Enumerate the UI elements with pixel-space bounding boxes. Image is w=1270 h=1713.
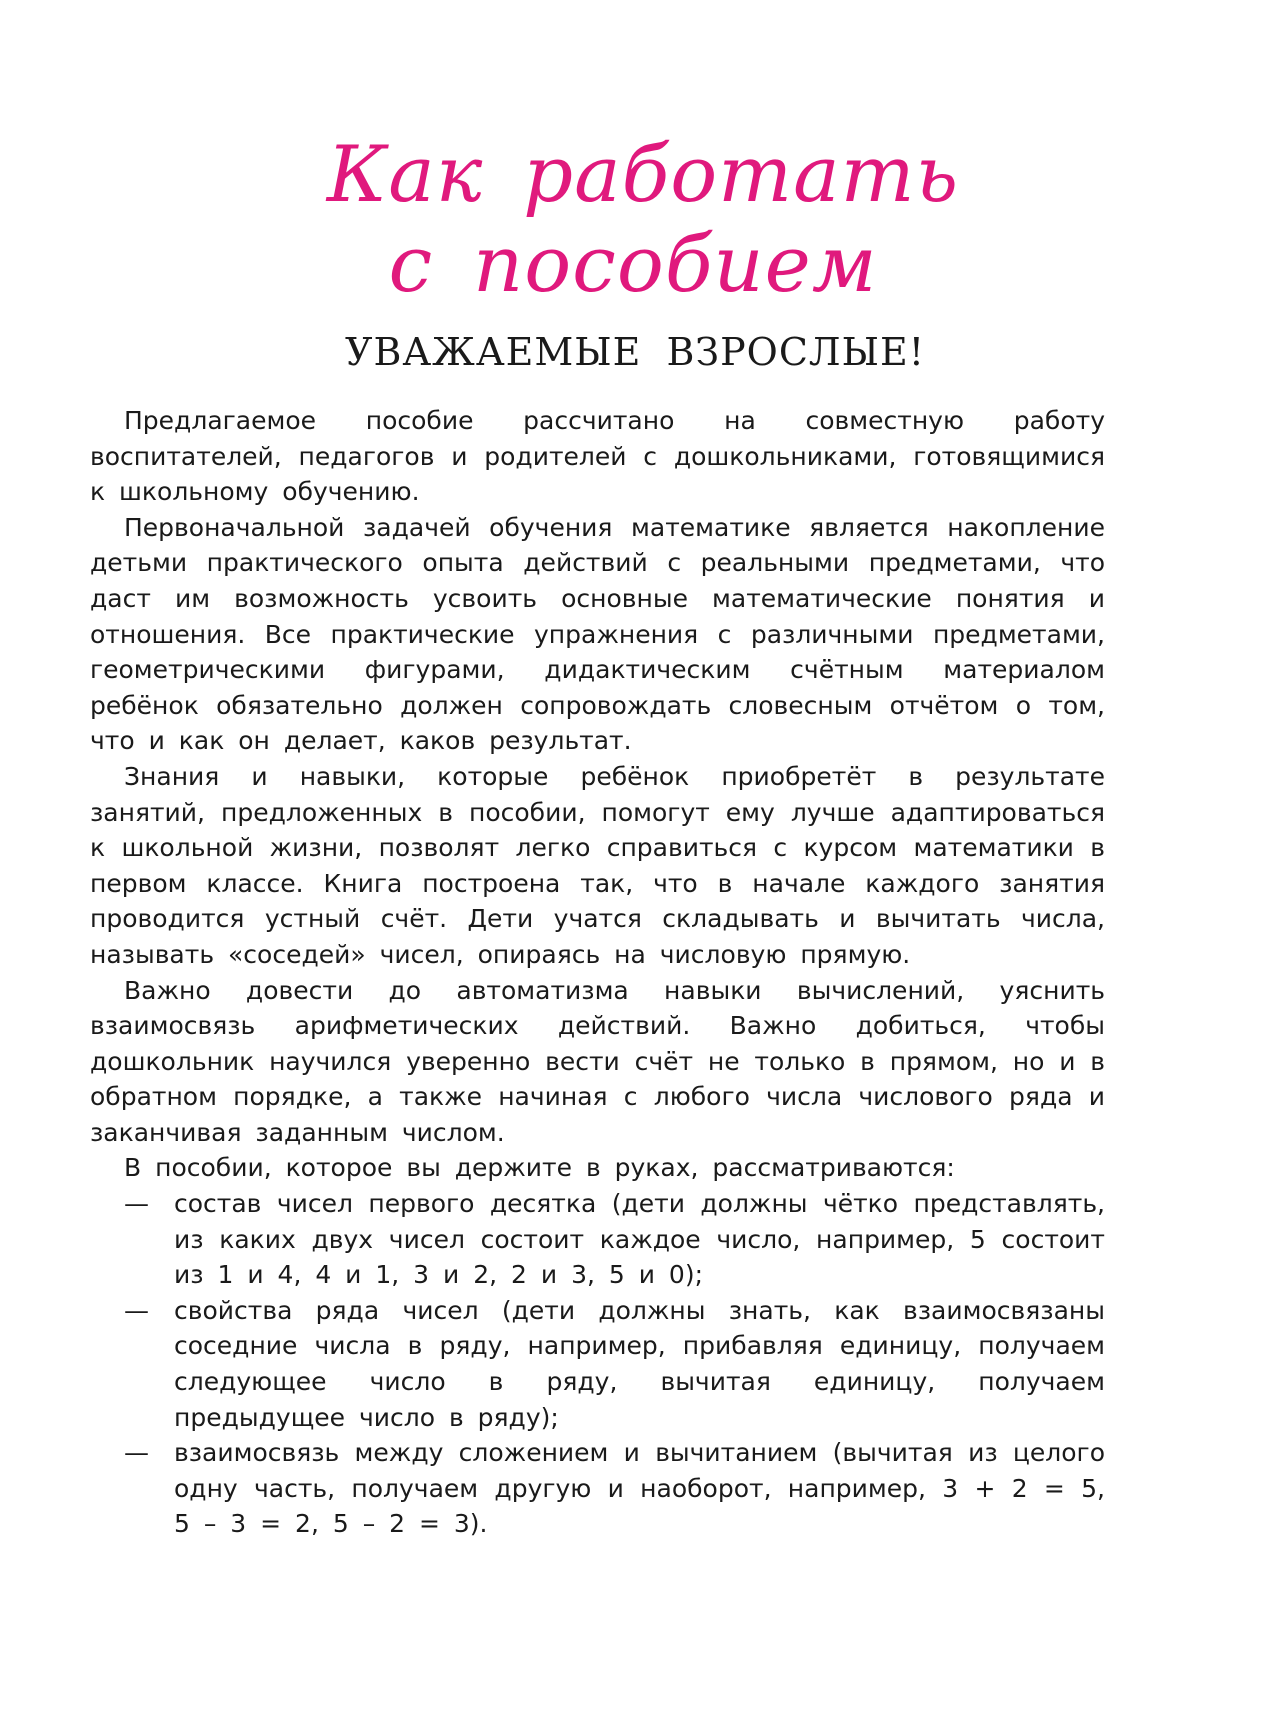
page-title-line-1: Как работать [326,130,960,220]
list-item [90,1186,1105,1293]
list-item-text: свойства ряда чисел (дети должны знать, как взаимосвязаны соседние числа в ряду, например, прибавляя единицу, получаем следующее число в ряду, вычитая единицу, получаем предыдущее число в ряду); [174,1295,1105,1432]
body-text [90,403,1105,1542]
dash-marker: — [124,1189,149,1219]
dash-marker: — [124,1295,149,1325]
topics-list [90,1186,1105,1542]
paragraph-4: Важно довести до автоматизма навыки вычислений, уяснить взаимосвязь арифметических действий. Важно добиться, чтобы дошкольник научился уверенно вести счёт не только в прямом, но и в обратном порядке, а также начиная с любого числа числового ряда и заканчивая заданным числом. [90,975,1105,1147]
list-item [90,1435,1105,1542]
paragraph-2: Первоначальной задачей обучения математике является накопление детьми практического опыта действий с реальными предметами, что даст им возможность усвоить основные математические понятия и отношения. Все практические упражнения с различными предметами, геометрическими фигурами, дидактическим счётным материалом ребёнок обязательно должен сопровождать словесным отчётом о том, что и как он делает, каков результат. [90,512,1105,756]
list-item [90,1293,1105,1435]
paragraph-1: Предлагаемое пособие рассчитано на совместную работу воспитателей, педагогов и родителей с дошкольниками, готовящимися к школьному обучению. [90,406,1105,507]
list-item-text: состав чисел первого десятка (дети должны чётко представлять, из каких двух чисел состоит каждое число, например, 5 состоит из 1 и 4, 4 и 1, 3 и 2, 2 и 3, 5 и 0); [174,1189,1105,1290]
section-heading: УВАЖАЕМЫЕ ВЗРОСЛЫЕ! [345,330,925,374]
paragraph-5: В пособии, которое вы держите в руках, рассматриваются: [124,1153,955,1183]
page-title-line-2: с пособием [388,220,878,310]
list-item-text: взаимосвязь между сложением и вычитанием (вычитая из целого одну часть, получаем другую и наоборот, например, 3 + 2 = 5, 5 – 3 = 2, 5 – 2 = 3). [174,1438,1105,1539]
dash-marker: — [124,1438,149,1468]
paragraph-3: Знания и навыки, которые ребёнок приобретёт в результате занятий, предложенных в пособии, помогут ему лучше адаптироваться к школьной жизни, позволят легко справиться с курсом математики в первом классе. Книга построена так, что в начале каждого занятия проводится устный счёт. Дети учатся складывать и вычитать числа, называть «соседей» чисел, опираясь на числовую прямую. [90,761,1105,969]
